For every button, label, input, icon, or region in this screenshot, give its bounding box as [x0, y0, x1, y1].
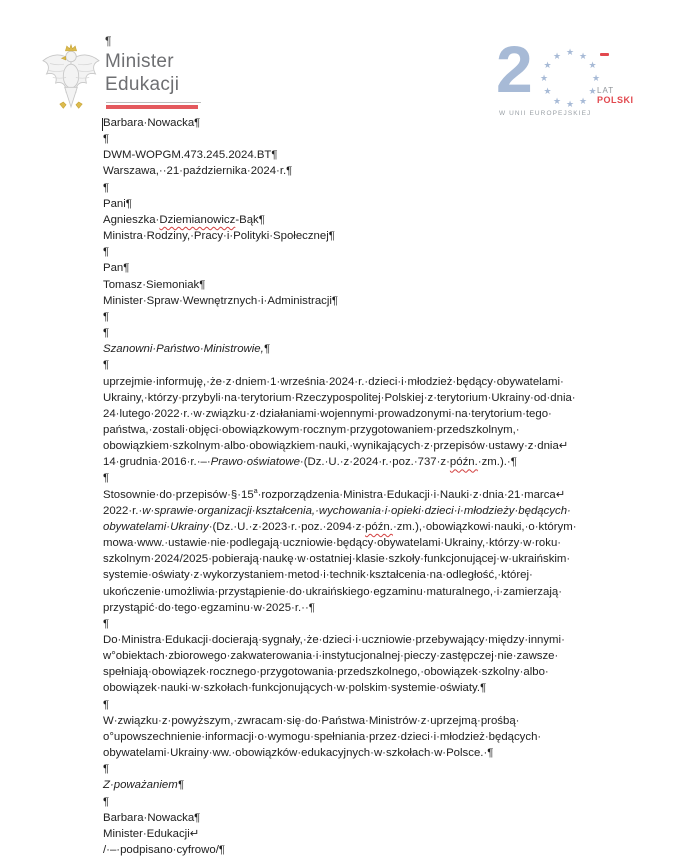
eu-star-icon: ★: [543, 60, 552, 70]
letter-line: Tomasz·​Siemoniak¶: [103, 278, 206, 291]
letter-line: Warszawa,·​·​21·​października·​2024·​r.¶: [103, 165, 293, 178]
letter-line: ¶: [103, 181, 110, 194]
paragraph-mark: ¶: [105, 34, 112, 48]
letter-line: Ministra·​Rodziny,·​Pracy·​i·​Polityki·​Społecznej¶: [103, 230, 335, 243]
letter-line: ¶: [103, 472, 110, 485]
logo-text-caption: W UNII EUROPEJSKIEJ: [499, 110, 592, 117]
letter-line: ¶: [103, 246, 110, 259]
logo-digit-2: 2: [496, 32, 533, 106]
letter-line: Minister·​Spraw·​Wewnętrznych·​i·​Administracji¶: [103, 294, 339, 307]
letter-signature: Barbara·​Nowacka¶: [103, 811, 201, 824]
letter-line: ¶: [103, 133, 110, 146]
letter-salutation: Szanowni·​Państwo·​Ministrowie,¶: [103, 343, 270, 356]
eu-star-icon: ★: [579, 50, 588, 61]
letter-body: [103, 115, 585, 858]
eu-star-icon: ★: [543, 86, 552, 96]
eu-20-years-logo: [496, 32, 664, 122]
logo-text-lat: LAT: [597, 86, 615, 95]
eu-star-icon: ★: [566, 99, 575, 109]
eu-star-icon: ★: [553, 95, 562, 106]
eu-star-icon: ★: [566, 47, 575, 57]
header-red-accent: [106, 105, 198, 109]
letter-line: Barbara·​Nowacka¶: [103, 117, 201, 129]
letter-line: ¶: [103, 617, 110, 630]
letter-line: ¶: [103, 698, 110, 711]
letter-paragraph: uprzejmie·​informuję,·​że·​z·​dniem·​1·​września·​2024·​r.·​dzieci·​i·​młodzież·​będący·​obywatelami·​Ukrainy,·​którzy·​przybyli·​na·​terytorium·​Rzeczypospolitej·​Polskiej·​z·​terytorium·​Ukrainy·​od·​dnia·​24·​lutego·​2022·​r.·​w·​związku·​z·​działaniami·​wojennymi·​prowadzonymi·​na·​terytorium·​tego·​państwa,·​zostali·​objęci·​obowiązkowym·​rocznym·​przygotowaniem·​przedszkolnym,·​obowiązkiem·​szkolnym·​albo·​obowiązkiem·​nauki,·​wynikających·​z·​przepisów·​ustawy·​z·​dnia↵ 14·​grudnia·​2016·​r.·​–·​Prawo·​oświatowe·​(Dz.·​U.·​z·​2024·​r.·​poz.·​737·​z·​późn.·​zm.).·​¶: [103, 375, 576, 469]
letter-paragraph: W·​związku·​z·​powyższym,·​zwracam·​się·​do·​Państwa·​Ministrów·​z·​uprzejmą·​prośbą·​o°upowszechnienie·​informacji·​o·​wymogu·​spełniania·​przez·​dzieci·​i·​młodzież·​będących·​obywatelami·​Ukrainy·​ww.·​obowiązków·​edukacyjnych·​w·​szkołach·​w·​Polsce.·​¶: [103, 714, 542, 760]
eu-star-icon: ★: [579, 95, 588, 106]
letter-line: ¶: [103, 310, 110, 323]
letter-line: Agnieszka·​Dziemianowicz-Bąk¶: [103, 213, 265, 226]
logo-text-polski: POLSKI: [597, 95, 634, 105]
eu-star-icon: ★: [588, 86, 597, 96]
ministry-wordmark: [105, 50, 179, 96]
letter-signature-title: Minister·​Edukacji↵ /·​–·​podpisano·​cyfrowo/¶: [103, 827, 225, 857]
letter-line: ¶: [103, 327, 110, 340]
letter-line: DWM-WOPGM.473.245.2024.BT¶: [103, 149, 278, 162]
eu-star-icon: ★: [592, 73, 601, 83]
letter-line: ¶: [103, 359, 110, 372]
eu-star-icon: ★: [553, 50, 562, 61]
letter-paragraph: Do·​Ministra·​Edukacji·​docierają·​sygnały,·​że·​dzieci·​i·​uczniowie·​przebywający·​między·​innymi·​w°obiektach·​zbiorowego·​zakwaterowania·​i·​instytucjonalnej·​pieczy·​zastępczej·​nie·​zawsze·​spełniają·​obowiązek·​rocznego·​przygotowania·​przedszkolnego,·​obowiązek·​szkolny·​albo·​obowiązek·​nauki·​w·​szkołach·​funkcjonujących·​w·​polskim·​systemie·​oświaty.¶: [103, 634, 565, 695]
letter-line: Pani¶: [103, 197, 132, 210]
letter-line: ¶: [103, 795, 110, 808]
eu-star-icon: ★: [540, 73, 549, 83]
letter-paragraph: $Stosownie\cdot​do\cdot​przepisów\cdot​\S\cdot​15^a\cdot​rozporządzenia\cdot​Ministra\cdot​Edukacji\cdot​i\cdot​Nauki\cdot​z\cdot​dnia\cdot​21\cdot​marca↵$ 2022·​r.·​w·​sprawie·​organizacji·​kształcenia,·​wychowania·​i·​opieki·​dzieci·​i·​młodzieży·​będących·​obywatelami·​Ukrainy·​(Dz.·​U.·​z·​2023·​r.·​poz.·​2094·​z·​późn.·​zm.),·​obowiązkowi·​nauki,·​o·​którym·​mowa·​www.·​ustawie·​nie·​podlegają·​uczniowie·​będący·​obywatelami·​Ukrainy,·​którzy·​w·​roku·​szkolnym·​2024/2025·​pobierają·​naukę·​w·​ostatniej·​klasie·​szkoły·​funkcjonującej·​w·​ukraińskim·​systemie·​oświaty·​z·​wykorzystaniem·​metod·​i·​technik·​kształcenia·​na·​odległość,·​której·​ukończenie·​umożliwia·​przystąpienie·​do·​ukraińskiego·​egzaminu·​maturalnego,·​i·​zamierzają·​przystąpić·​do·​tego·​egzaminu·​w·​2025·​r.·​·​¶: [103, 487, 577, 614]
header-divider: [106, 102, 201, 103]
ministry-name-line1: Minister: [105, 51, 174, 72]
letter-line: Pan¶: [103, 262, 130, 275]
red-flag-mark: [600, 53, 609, 56]
letter-closing: Z·​poważaniem¶: [103, 779, 184, 792]
ministry-name-line2: Edukacji: [105, 74, 180, 95]
coat-of-arms-eagle-icon: [36, 42, 106, 120]
eu-star-icon: ★: [588, 60, 597, 70]
letter-line: ¶: [103, 763, 110, 776]
